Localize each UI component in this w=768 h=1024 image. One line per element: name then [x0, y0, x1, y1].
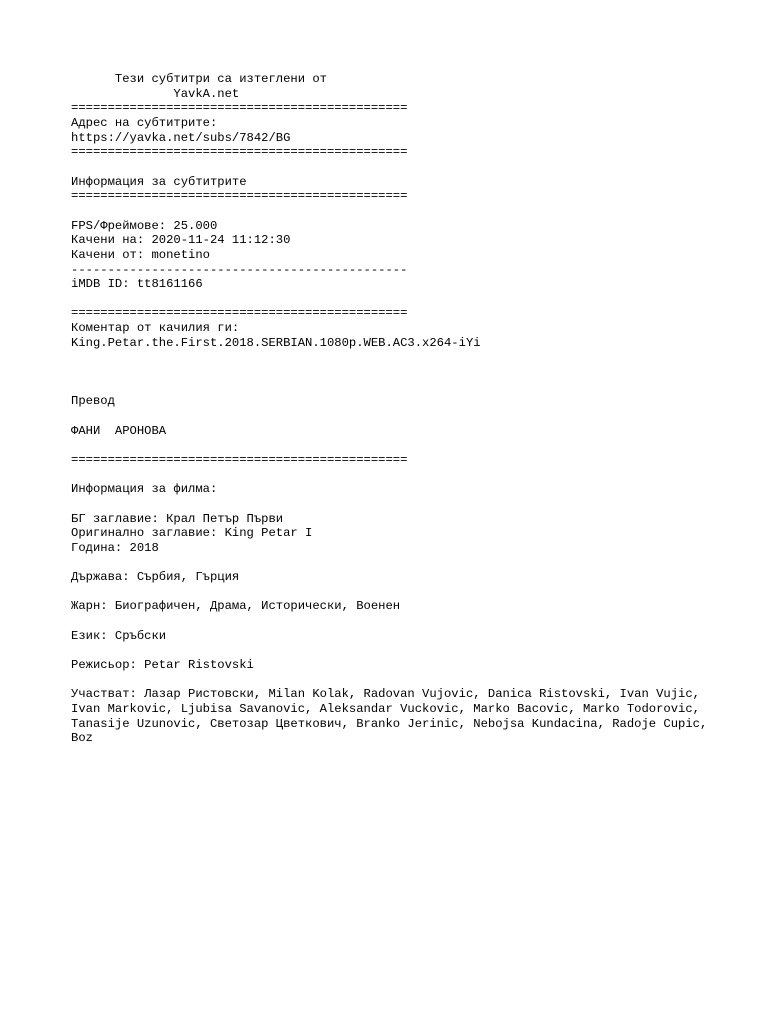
subtitle-address-label: Адрес на субтитрите: — [71, 115, 218, 130]
header-line-1: Тези субтитри са изтеглени от — [71, 72, 327, 86]
language-line: Език: Сръбски — [71, 628, 167, 643]
genre-line: Жарн: Биографичен, Драма, Исторически, Военен — [71, 599, 401, 614]
dash-separator: ---------------------------------------------- — [71, 262, 408, 277]
blank-line — [71, 160, 731, 175]
separator: ============================================== — [71, 452, 408, 467]
blank-line — [71, 365, 731, 380]
director-line: Режисьор: Petar Ristovski — [71, 658, 254, 673]
bg-title-line: БГ заглавие: Крал Петър Първи — [71, 511, 284, 526]
cast-paragraph: Участват: Лазар Ристовски, Milan Kolak, Radovan Vujovic, Danica Ristovski, Ivan Vujic, Ivan Markovic, Ljubisa Savanovic, Aleksandar Vuckovic, Marko Bacovic, Marko Todorovic, Tanasije Uzunovic, Светозар Цветкович, Branko Jerinic, Nebojsa Kundacina, Radoje Cupic, Boz — [71, 687, 715, 746]
blank-line — [71, 643, 731, 658]
release-name: King.Petar.the.First.2018.SERBIAN.1080p.WEB.AC3.x264-iYi — [71, 335, 481, 350]
translator-name: ФАНИ АРОНОВА — [71, 423, 167, 438]
blank-line — [71, 350, 731, 365]
header-site-name: YavkA.net — [71, 86, 240, 101]
blank-line — [71, 673, 731, 688]
blank-line — [71, 614, 731, 629]
country-line: Държава: Сърбия, Гърция — [71, 570, 240, 585]
translation-label: Превод — [71, 394, 115, 409]
subtitle-url: https://yavka.net/subs/7842/BG — [71, 130, 291, 145]
blank-line — [71, 292, 731, 307]
uploaded-on-line: Качени на: 2020-11-24 11:12:30 — [71, 233, 291, 248]
separator: ============================================== — [71, 101, 408, 116]
uploaded-by-line: Качени от: monetino — [71, 247, 210, 262]
comment-label: Коментар от качилия ги: — [71, 321, 240, 336]
blank-line — [71, 468, 731, 483]
separator: ============================================== — [71, 306, 408, 321]
blank-line — [71, 585, 731, 600]
original-title-line: Оригинално заглавие: King Petar I — [71, 526, 313, 541]
subtitle-info-heading: Информация за субтитрите — [71, 174, 247, 189]
document-page — [71, 72, 731, 746]
year-line: Година: 2018 — [71, 540, 159, 555]
blank-line — [71, 380, 731, 395]
film-info-heading: Информация за филма: — [71, 482, 218, 497]
blank-line — [71, 556, 731, 571]
fps-line: FPS/Фреймове: 25.000 — [71, 218, 218, 233]
blank-line — [71, 409, 731, 424]
blank-line — [71, 204, 731, 219]
imdb-line: iMDB ID: tt8161166 — [71, 277, 203, 292]
separator: ============================================== — [71, 145, 408, 160]
blank-line — [71, 497, 731, 512]
separator: ============================================== — [71, 189, 408, 204]
blank-line — [71, 438, 731, 453]
